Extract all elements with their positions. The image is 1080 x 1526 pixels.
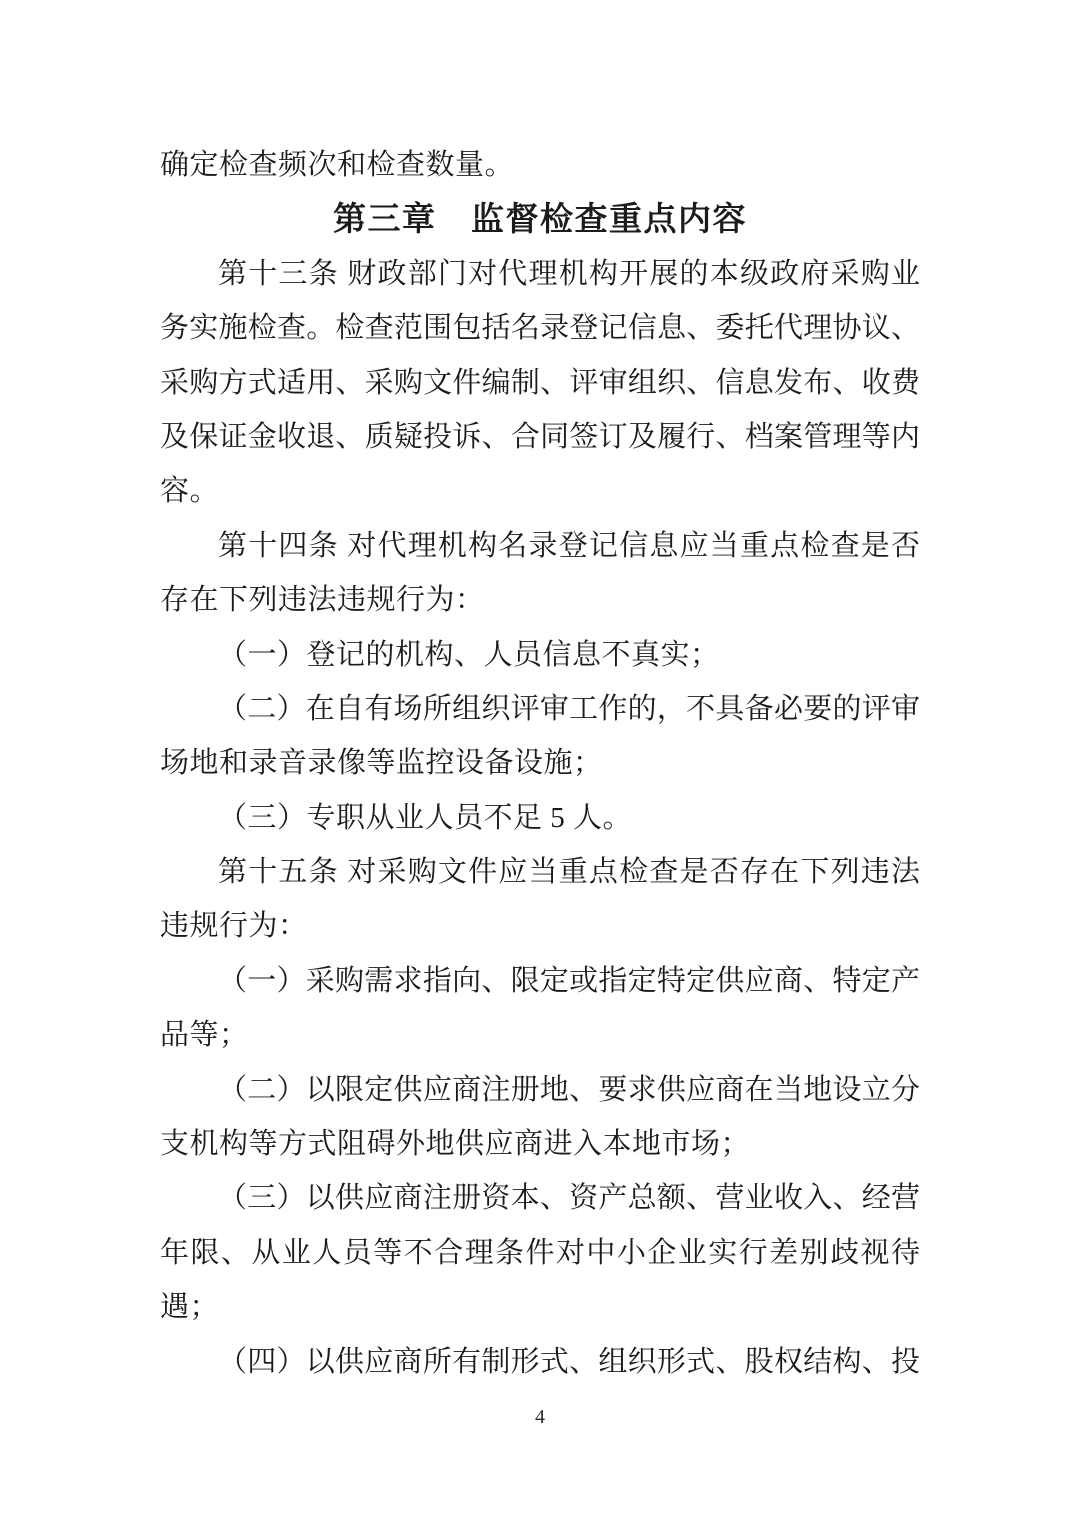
- document-line: 违规行为：: [160, 910, 308, 943]
- document-line: 确定检查频次和检查数量。: [160, 149, 515, 181]
- article-heading-line: 第十五条 对采购文件应当重点检查是否存在下列违法: [218, 856, 920, 889]
- document-line: 存在下列违法违规行为：: [160, 584, 485, 617]
- article-heading-line: 第十三条 财政部门对代理机构开展的本级政府采购业: [218, 257, 920, 290]
- document-line: 容。: [160, 475, 220, 508]
- document-line: 场地和录音录像等监控设备设施；: [160, 747, 603, 780]
- article-heading-line: 第十四条 对代理机构名录登记信息应当重点检查是否: [218, 529, 920, 562]
- chapter-heading: 第三章 监督检查重点内容: [333, 200, 747, 238]
- document-line: 品等；: [160, 1019, 249, 1052]
- document-line: 年限、从业人员等不合理条件对中小企业实行差别歧视待: [160, 1236, 920, 1269]
- list-item-line: （三）专职从业人员不足 5 人。: [218, 801, 633, 834]
- document-line: 支机构等方式阻碍外地供应商进入本地市场；: [160, 1128, 751, 1161]
- document-line: 及保证金收退、质疑投诉、合同签订及履行、档案管理等内: [160, 420, 920, 453]
- list-item-line: （一）登记的机构、人员信息不真实；: [218, 638, 720, 671]
- list-item-line: （四）以供应商所有制形式、组织形式、股权结构、投: [218, 1345, 920, 1378]
- page-number: 4: [535, 1406, 545, 1428]
- document-line: 遇；: [160, 1291, 220, 1324]
- document-line: 务实施检查。检查范围包括名录登记信息、委托代理协议、: [160, 312, 920, 345]
- document-body: [160, 138, 920, 1389]
- list-item-line: （二）以限定供应商注册地、要求供应商在当地设立分: [218, 1073, 920, 1106]
- list-item-line: （三）以供应商注册资本、资产总额、营业收入、经营: [218, 1182, 920, 1215]
- list-item-line: （二）在自有场所组织评审工作的，不具备必要的评审: [218, 692, 920, 725]
- list-item-line: （一）采购需求指向、限定或指定特定供应商、特定产: [218, 964, 920, 997]
- document-line: 采购方式适用、采购文件编制、评审组织、信息发布、收费: [160, 366, 920, 399]
